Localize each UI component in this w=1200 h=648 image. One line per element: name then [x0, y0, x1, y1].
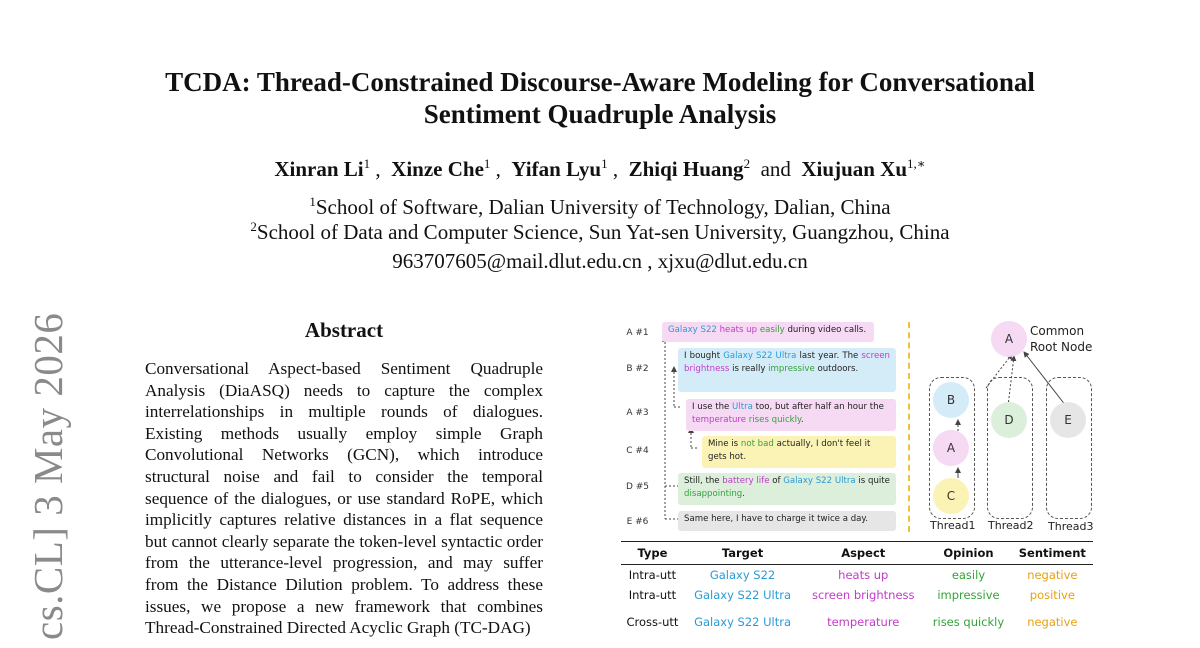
utterance-2 — [678, 348, 896, 392]
utterance-text: during video calls. — [784, 325, 867, 335]
root-node: A — [991, 321, 1027, 357]
utterance-text: Still, the — [684, 476, 723, 486]
utterance-3 — [686, 399, 896, 431]
column-header: Opinion — [925, 542, 1011, 565]
utterance-text: . — [800, 414, 804, 425]
affiliation-2 — [0, 220, 1200, 245]
utterance-text: . — [742, 488, 745, 499]
cell-target: Galaxy S22 — [709, 568, 776, 582]
cell-target: Galaxy S22 Ultra — [694, 588, 792, 602]
cell-type: Intra-utt — [628, 568, 677, 582]
speaker-tag: A #1 — [626, 328, 649, 338]
title-line-1: TCDA: Thread-Constrained Discourse-Aware Modeling for Conversational — [165, 67, 1035, 97]
author-affil-mark: 1 — [483, 156, 491, 171]
thread-label: Thread3 — [1048, 520, 1094, 533]
opinion-span: easily — [757, 325, 785, 335]
speaker-tag: D #5 — [625, 482, 650, 492]
cell-target: Galaxy S22 Ultra — [694, 615, 792, 629]
affiliation-mark: 1 — [309, 194, 316, 209]
author-affil-mark: 2 — [743, 156, 751, 171]
and-word: and — [760, 157, 791, 181]
column-header: Sentiment — [1012, 542, 1093, 565]
utterance-text: I bought — [684, 351, 724, 361]
utterance-text: is really — [729, 363, 769, 374]
utterance-text: is quite — [855, 476, 890, 486]
utterance-text: last year. The — [796, 351, 862, 361]
arrow-head — [671, 366, 677, 372]
affiliation-text: School of Data and Computer Science, Sun Yat-sen University, Guangzhou, China — [256, 220, 950, 244]
speaker-tag: C #4 — [626, 446, 649, 456]
utterance-4 — [702, 436, 896, 468]
edge-d-to-root — [1008, 356, 1014, 406]
node-d: D — [991, 402, 1027, 438]
cell-type: Cross-utt — [626, 615, 679, 629]
abstract-body: Conversational Aspect-based Sentiment Quadruple Analysis (DiaASQ) needs to capture the complex interrelationships in multiple rounds of dialogues. Existing methods usually employ simple Graph Convolutional Networks (GCN), which introduce structural noise and fail to consider the temporal sequence of the dialogues, or use standard RoPE, which implicitly captures relative distances in a flat sequence but cannot clearly separate the token-level syntactic order from the utterance-level progression, and may suffer from the Distance Dilution problem. To address these issues, we propose a new framework that combines Thread-Constrained Directed Acyclic Graph (TC-DAG) — [145, 359, 543, 638]
title-line-2: Sentiment Quadruple Analysis — [423, 99, 777, 129]
author-list: Xinran Li$^1$ , Xinze Che$^1$ , Yifan Lyu$^1$ , Zhiqi Huang$^2$ and Xiujuan $Xu^{1,∗}$ — [274, 156, 926, 181]
edge-e-to-root — [1024, 352, 1066, 406]
column-header: Target — [684, 542, 801, 565]
speaker-tag: A #3 — [626, 408, 649, 418]
utterance-text: outdoors. — [814, 363, 859, 374]
utterance-6: Same here, I have to charge it twice a day. — [678, 511, 896, 531]
cell-opinion: rises quickly — [932, 615, 1005, 629]
aspect-span: heats up — [716, 325, 758, 335]
author-name: Zhiqi Huang — [628, 157, 744, 181]
table-row — [621, 605, 1093, 632]
author-affil-mark: 1,∗ — [907, 156, 926, 171]
table-row — [621, 585, 1093, 605]
utterance-text: too, but after half an hour the — [752, 402, 884, 412]
edge-b-to-root — [986, 354, 1012, 388]
table-row — [621, 565, 1093, 586]
author-affil-mark: 1 — [601, 156, 608, 171]
speaker-tag: E #6 — [626, 517, 649, 527]
thread-label: Thread1 — [930, 519, 976, 532]
aspect-span: screen brightness — [684, 351, 890, 374]
cell-type: Intra-utt — [628, 588, 677, 602]
target-span: Galaxy S22 Ultra — [783, 476, 856, 486]
target-span: Ultra — [732, 402, 753, 412]
figure-1 — [618, 316, 1098, 648]
author-name: Yifan Lyu — [511, 157, 602, 181]
utterance-5 — [678, 473, 896, 505]
speaker-tag: B #2 — [626, 364, 649, 374]
affiliation-mark: 2 — [250, 219, 257, 234]
node-b: B — [933, 382, 969, 418]
paper-title — [0, 66, 1200, 130]
aspect-span: temperature — [692, 414, 747, 425]
utterance-text: of — [769, 476, 784, 486]
target-span: Galaxy S22 Ultra — [723, 351, 797, 361]
aspect-span: battery life — [722, 476, 770, 486]
cell-aspect: temperature — [827, 615, 900, 629]
thread-label: Thread2 — [988, 519, 1034, 532]
cell-sentiment: negative — [1027, 568, 1078, 582]
column-header: Type — [621, 542, 684, 565]
affiliation-1 — [0, 195, 1200, 220]
opinion-span: not bad — [740, 439, 774, 449]
node-a: A — [933, 430, 969, 466]
cell-sentiment: positive — [1029, 588, 1075, 602]
author-emails[interactable]: 963707605@mail.dlut.edu.cn , xjxu@dlut.edu.cn — [392, 249, 808, 273]
cell-sentiment: negative — [1027, 615, 1078, 629]
table-header-row — [621, 542, 1093, 565]
author-name: Xiujuan Xu — [801, 157, 908, 181]
node-e: E — [1050, 402, 1086, 438]
cell-opinion: impressive — [937, 588, 1000, 602]
affiliation-text: School of Software, Dalian University of Technology, Dalian, China — [315, 195, 891, 219]
target-span: Galaxy S22 — [668, 325, 717, 335]
arxiv-stamp: cs.CL] 3 May 2026 — [25, 312, 71, 640]
node-c: C — [933, 478, 969, 514]
root-label-line: Common — [1030, 324, 1085, 338]
utterance-text: actually, I don't feel it gets hot. — [708, 439, 871, 462]
opinion-span: impressive — [768, 363, 815, 374]
cell-aspect: screen brightness — [811, 588, 915, 602]
column-header: Aspect — [801, 542, 925, 565]
utterance-text: Mine is — [708, 439, 741, 449]
author-name: Xinran Li — [274, 157, 364, 181]
root-label-line: Root Node — [1030, 340, 1093, 354]
cell-aspect: heats up — [838, 568, 889, 582]
quadruple-table — [621, 541, 1093, 632]
opinion-span: rises quickly — [746, 414, 801, 425]
abstract-heading: Abstract — [304, 318, 384, 342]
utterance-text: I use the — [692, 402, 733, 412]
root-node-label — [1030, 323, 1092, 355]
author-affil-mark: 1 — [363, 156, 371, 171]
utterance-1 — [662, 322, 874, 342]
opinion-span: disappointing — [684, 488, 743, 499]
author-name: Xinze Che — [391, 157, 484, 181]
cell-opinion: easily — [951, 568, 986, 582]
